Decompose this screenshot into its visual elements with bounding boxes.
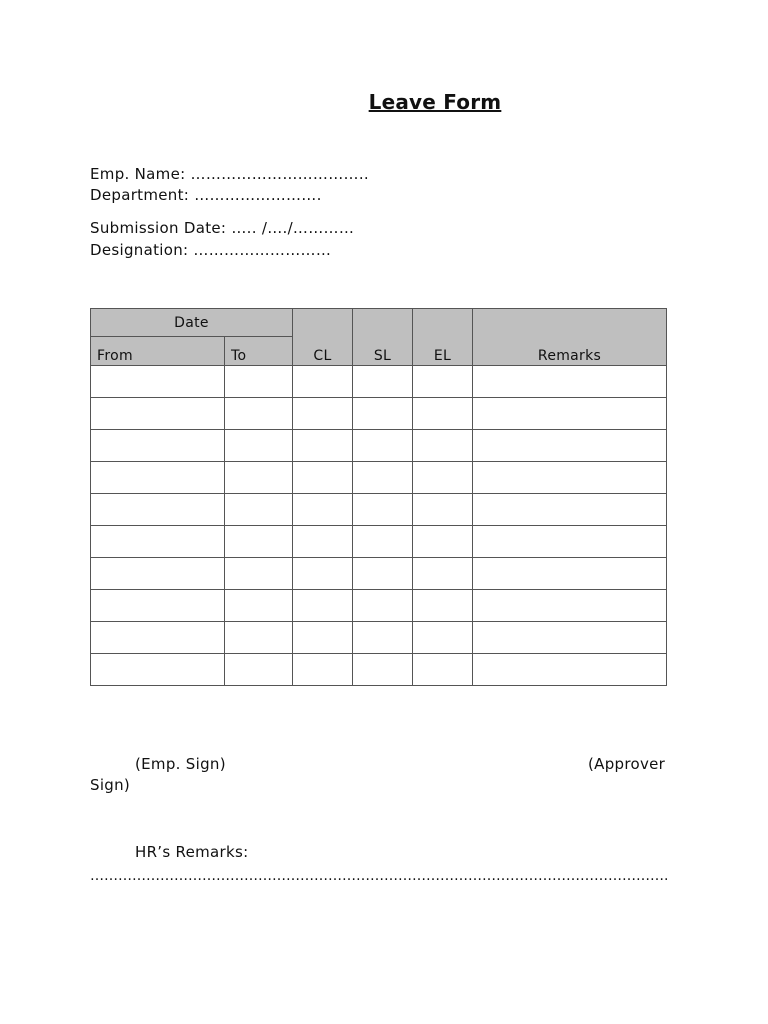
cell-el (413, 526, 473, 558)
emp-sign-label: (Emp. Sign) (135, 755, 226, 773)
cell-to (225, 622, 293, 654)
cell-remarks (473, 366, 667, 398)
table-row (91, 398, 667, 430)
el-header: EL (413, 309, 473, 366)
sl-header: SL (353, 309, 413, 366)
cell-from (91, 494, 225, 526)
emp-name-field: Emp. Name: …………………………….. (90, 165, 369, 183)
cell-from (91, 558, 225, 590)
cell-to (225, 558, 293, 590)
cell-remarks (473, 430, 667, 462)
cell-sl (353, 654, 413, 686)
hr-remarks-line: ……………………………………………………………………………………………………………. (90, 868, 669, 884)
cell-from (91, 462, 225, 494)
cl-header: CL (293, 309, 353, 366)
cell-to (225, 398, 293, 430)
table-row (91, 430, 667, 462)
cell-sl (353, 430, 413, 462)
cell-cl (293, 590, 353, 622)
cell-cl (293, 654, 353, 686)
cell-remarks (473, 590, 667, 622)
cell-el (413, 430, 473, 462)
cell-from (91, 398, 225, 430)
cell-remarks (473, 462, 667, 494)
cell-el (413, 558, 473, 590)
form-title: Leave Form (368, 90, 502, 114)
cell-el (413, 654, 473, 686)
hr-remarks-label: HR’s Remarks: (135, 843, 249, 861)
cell-remarks (473, 398, 667, 430)
cell-remarks (473, 654, 667, 686)
leave-table (90, 308, 667, 686)
leave-table-body (91, 366, 667, 686)
cell-sl (353, 366, 413, 398)
cell-sl (353, 558, 413, 590)
table-row (91, 622, 667, 654)
cell-sl (353, 494, 413, 526)
cell-sl (353, 622, 413, 654)
cell-cl (293, 622, 353, 654)
table-row (91, 654, 667, 686)
approver-sign-label-cont: Sign) (90, 776, 131, 794)
cell-el (413, 366, 473, 398)
designation-field: Designation: ……………………… (90, 241, 332, 259)
cell-el (413, 494, 473, 526)
cell-cl (293, 558, 353, 590)
table-row (91, 366, 667, 398)
remarks-header: Remarks (473, 309, 667, 366)
cell-to (225, 366, 293, 398)
cell-remarks (473, 622, 667, 654)
cell-cl (293, 398, 353, 430)
cell-cl (293, 526, 353, 558)
cell-remarks (473, 494, 667, 526)
cell-el (413, 622, 473, 654)
cell-el (413, 590, 473, 622)
cell-from (91, 526, 225, 558)
table-row (91, 526, 667, 558)
cell-cl (293, 494, 353, 526)
from-header: From (91, 337, 225, 366)
cell-from (91, 366, 225, 398)
cell-cl (293, 430, 353, 462)
submission-date-field: Submission Date: ….. /…./………… (90, 219, 355, 237)
cell-el (413, 398, 473, 430)
cell-to (225, 430, 293, 462)
cell-sl (353, 526, 413, 558)
cell-to (225, 494, 293, 526)
cell-from (91, 430, 225, 462)
cell-sl (353, 590, 413, 622)
department-field: Department: ……………………. (90, 186, 322, 204)
approver-sign-label: (Approver (588, 755, 666, 773)
cell-to (225, 654, 293, 686)
cell-remarks (473, 526, 667, 558)
cell-from (91, 654, 225, 686)
table-row (91, 558, 667, 590)
cell-sl (353, 398, 413, 430)
cell-sl (353, 462, 413, 494)
to-header: To (225, 337, 293, 366)
cell-to (225, 462, 293, 494)
cell-cl (293, 462, 353, 494)
cell-remarks (473, 558, 667, 590)
cell-to (225, 590, 293, 622)
table-row (91, 462, 667, 494)
cell-from (91, 590, 225, 622)
cell-to (225, 526, 293, 558)
cell-el (413, 462, 473, 494)
cell-from (91, 622, 225, 654)
date-header: Date (91, 309, 293, 337)
cell-cl (293, 366, 353, 398)
table-row (91, 494, 667, 526)
table-row (91, 590, 667, 622)
